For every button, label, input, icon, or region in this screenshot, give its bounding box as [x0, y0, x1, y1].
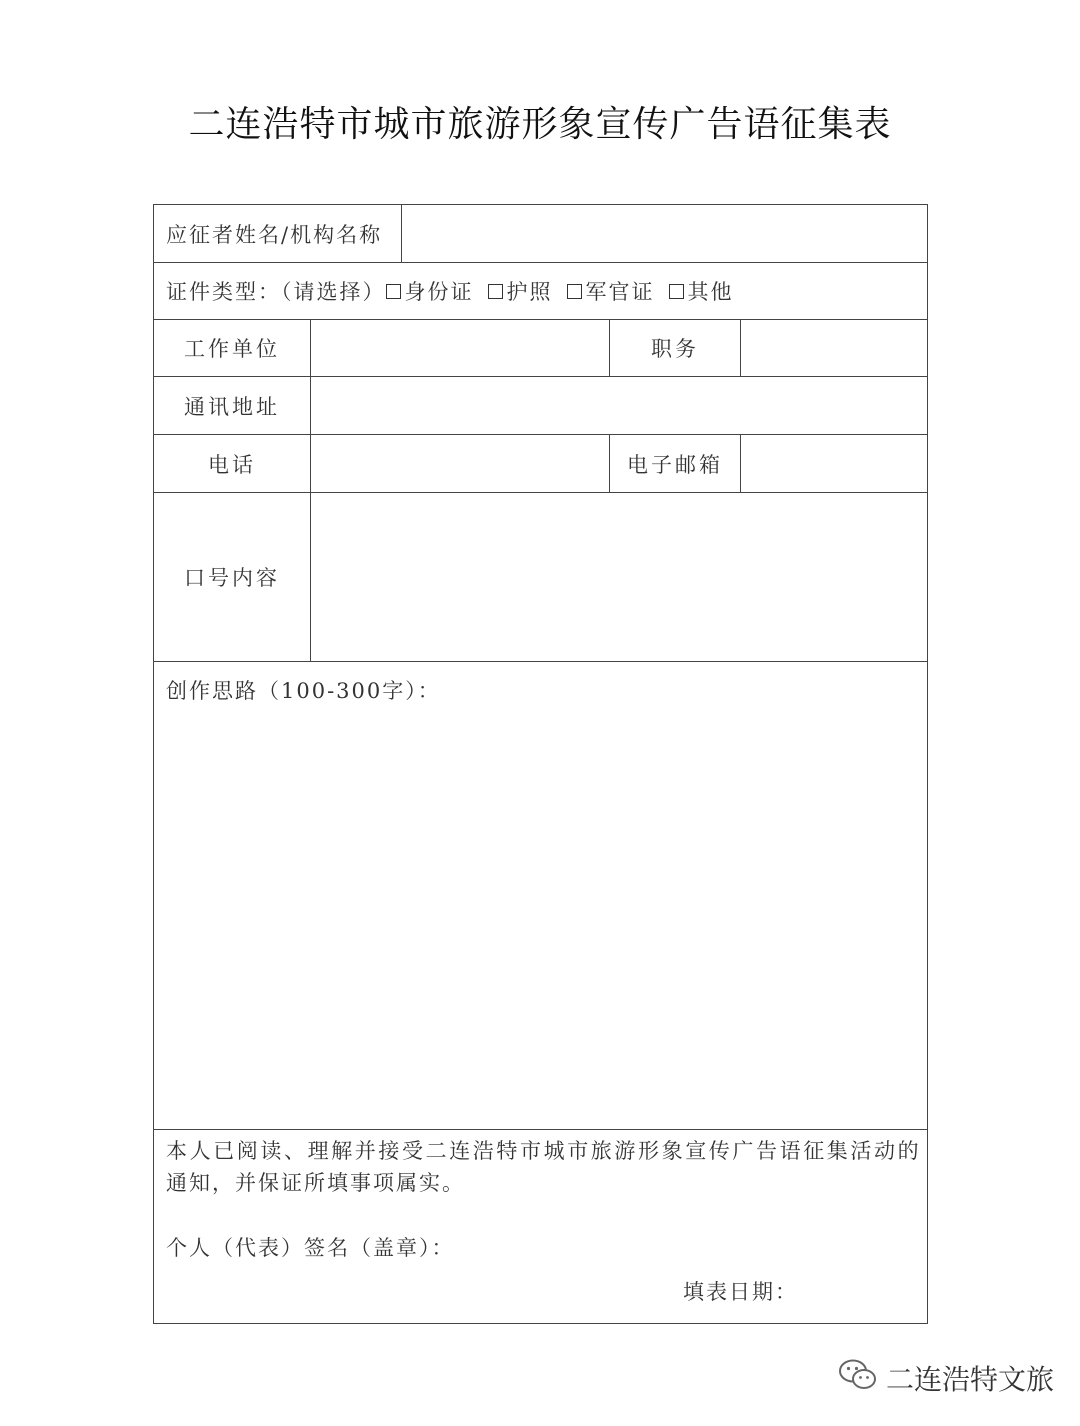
phone-field[interactable]	[311, 435, 609, 492]
signature-label: 个人（代表）签名（盖章）：	[166, 1236, 455, 1260]
id-type-row	[166, 263, 916, 319]
address-label: 通讯地址	[184, 394, 280, 419]
email-field[interactable]	[741, 435, 927, 492]
watermark-text: 二连浩特文旅	[886, 1363, 1055, 1396]
slogan-field[interactable]	[311, 493, 927, 661]
form-title: 二连浩特市城市旅游形象宣传广告语征集表	[188, 104, 892, 145]
id-option-label: 护照	[506, 280, 553, 304]
declaration-line-1: 本人已阅读、理解并接受二连浩特市城市旅游形象宣传广告语征集活动的	[166, 1139, 922, 1163]
date-label: 填表日期：	[683, 1280, 798, 1304]
checkbox-icon[interactable]	[669, 284, 684, 299]
id-option-passport-card[interactable]	[386, 276, 474, 306]
employer-field[interactable]	[311, 320, 609, 376]
address-field[interactable]	[311, 377, 927, 434]
creative-idea-label: 创作思路（100-300字）：	[166, 679, 441, 703]
id-option-label: 身份证	[404, 280, 474, 304]
checkbox-icon[interactable]	[488, 284, 503, 299]
employer-label: 工作单位	[184, 337, 280, 361]
id-option-military[interactable]	[567, 276, 655, 306]
applicant-name-label: 应征者姓名/机构名称	[166, 222, 383, 247]
id-type-label: 证件类型：（请选择）	[166, 280, 386, 304]
id-option-label: 军官证	[585, 280, 655, 304]
table-border-bottom	[153, 1323, 928, 1324]
checkbox-icon[interactable]	[386, 284, 401, 299]
position-label: 职务	[651, 337, 699, 361]
applicant-name-field[interactable]	[402, 205, 927, 262]
slogan-label: 口号内容	[184, 566, 280, 590]
table-divider	[153, 661, 928, 662]
id-option-passport[interactable]	[488, 276, 553, 306]
position-field[interactable]	[741, 320, 927, 376]
creative-idea-field[interactable]	[154, 710, 927, 1128]
id-option-other[interactable]	[669, 276, 734, 306]
checkbox-icon[interactable]	[567, 284, 582, 299]
table-border-right	[927, 204, 928, 1324]
watermark	[838, 1358, 1054, 1398]
id-option-label: 其他	[687, 280, 734, 304]
table-divider	[153, 1129, 928, 1130]
declaration-line-2: 通知，并保证所填事项属实。	[166, 1171, 465, 1195]
email-label: 电子邮箱	[627, 452, 723, 477]
wechat-icon	[838, 1358, 878, 1399]
phone-label: 电话	[208, 452, 256, 477]
